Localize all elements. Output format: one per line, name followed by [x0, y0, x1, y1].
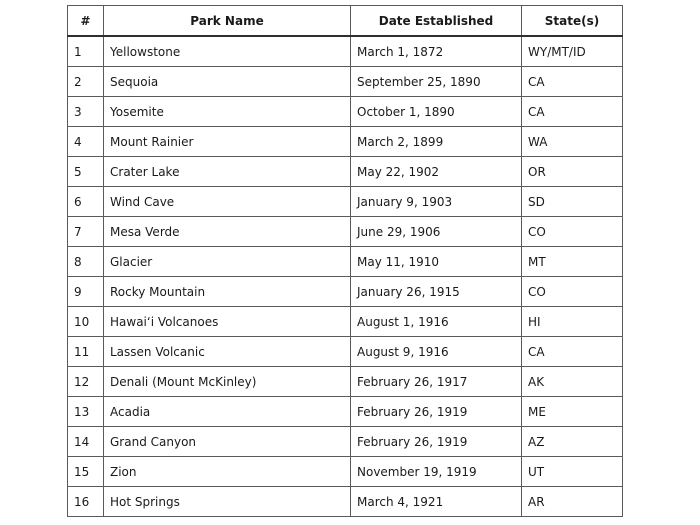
cell-park-name: Yellowstone — [104, 36, 351, 67]
column-header-states: State(s) — [522, 6, 623, 37]
cell-number: 3 — [68, 97, 104, 127]
cell-date-established: August 9, 1916 — [351, 337, 522, 367]
table-row — [68, 217, 623, 247]
cell-date-established: May 11, 1910 — [351, 247, 522, 277]
cell-park-name: Glacier — [104, 247, 351, 277]
table-row — [68, 36, 623, 67]
table-row — [68, 427, 623, 457]
table-row — [68, 307, 623, 337]
cell-date-established: May 22, 1902 — [351, 157, 522, 187]
table-row — [68, 397, 623, 427]
cell-date-established: February 26, 1919 — [351, 397, 522, 427]
cell-date-established: January 9, 1903 — [351, 187, 522, 217]
cell-number: 16 — [68, 487, 104, 517]
column-header-number: # — [68, 6, 104, 37]
table-row — [68, 487, 623, 517]
table-row — [68, 157, 623, 187]
table-body — [68, 36, 623, 517]
cell-number: 2 — [68, 67, 104, 97]
cell-date-established: October 1, 1890 — [351, 97, 522, 127]
cell-number: 11 — [68, 337, 104, 367]
cell-number: 9 — [68, 277, 104, 307]
cell-date-established: March 1, 1872 — [351, 36, 522, 67]
cell-number: 7 — [68, 217, 104, 247]
table-row — [68, 187, 623, 217]
cell-date-established: March 4, 1921 — [351, 487, 522, 517]
cell-park-name: Yosemite — [104, 97, 351, 127]
cell-date-established: March 2, 1899 — [351, 127, 522, 157]
table-row — [68, 367, 623, 397]
cell-number: 8 — [68, 247, 104, 277]
cell-park-name: Wind Cave — [104, 187, 351, 217]
cell-park-name: Sequoia — [104, 67, 351, 97]
cell-number: 1 — [68, 36, 104, 67]
cell-states: WY/MT/ID — [522, 36, 623, 67]
cell-states: AK — [522, 367, 623, 397]
cell-number: 13 — [68, 397, 104, 427]
cell-number: 12 — [68, 367, 104, 397]
cell-number: 4 — [68, 127, 104, 157]
cell-states: CA — [522, 67, 623, 97]
cell-number: 6 — [68, 187, 104, 217]
cell-date-established: February 26, 1919 — [351, 427, 522, 457]
cell-states: SD — [522, 187, 623, 217]
table-row — [68, 247, 623, 277]
cell-states: CA — [522, 337, 623, 367]
table-row — [68, 457, 623, 487]
cell-states: AR — [522, 487, 623, 517]
national-parks-table — [67, 5, 623, 517]
cell-park-name: Mount Rainier — [104, 127, 351, 157]
cell-date-established: June 29, 1906 — [351, 217, 522, 247]
cell-number: 5 — [68, 157, 104, 187]
cell-states: AZ — [522, 427, 623, 457]
column-header-park-name: Park Name — [104, 6, 351, 37]
cell-park-name: Hawaiʻi Volcanoes — [104, 307, 351, 337]
cell-park-name: Mesa Verde — [104, 217, 351, 247]
cell-states: OR — [522, 157, 623, 187]
cell-states: CO — [522, 217, 623, 247]
column-header-date-established: Date Established — [351, 6, 522, 37]
cell-park-name: Hot Springs — [104, 487, 351, 517]
cell-park-name: Crater Lake — [104, 157, 351, 187]
table-row — [68, 97, 623, 127]
cell-states: ME — [522, 397, 623, 427]
cell-states: MT — [522, 247, 623, 277]
table-row — [68, 337, 623, 367]
cell-number: 15 — [68, 457, 104, 487]
cell-states: HI — [522, 307, 623, 337]
table-row — [68, 127, 623, 157]
cell-date-established: August 1, 1916 — [351, 307, 522, 337]
cell-states: CA — [522, 97, 623, 127]
table-row — [68, 277, 623, 307]
header-row — [68, 6, 623, 37]
table-header — [68, 6, 623, 37]
cell-date-established: January 26, 1915 — [351, 277, 522, 307]
table-row — [68, 67, 623, 97]
cell-states: WA — [522, 127, 623, 157]
cell-park-name: Rocky Mountain — [104, 277, 351, 307]
cell-park-name: Acadia — [104, 397, 351, 427]
cell-date-established: September 25, 1890 — [351, 67, 522, 97]
parks-table-container — [67, 5, 622, 517]
cell-date-established: November 19, 1919 — [351, 457, 522, 487]
cell-number: 14 — [68, 427, 104, 457]
cell-park-name: Denali (Mount McKinley) — [104, 367, 351, 397]
cell-park-name: Grand Canyon — [104, 427, 351, 457]
cell-states: UT — [522, 457, 623, 487]
cell-states: CO — [522, 277, 623, 307]
cell-park-name: Lassen Volcanic — [104, 337, 351, 367]
cell-park-name: Zion — [104, 457, 351, 487]
cell-date-established: February 26, 1917 — [351, 367, 522, 397]
cell-number: 10 — [68, 307, 104, 337]
